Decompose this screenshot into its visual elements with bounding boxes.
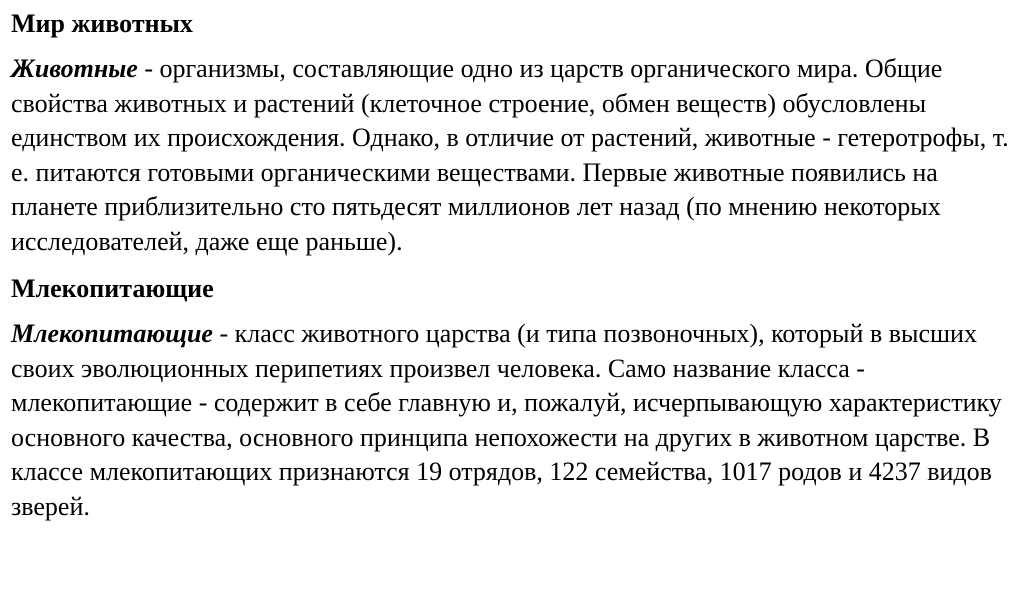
paragraph-text: - организмы, составляющие одно из царств органического мира. Общие свойства животных и растений (клеточное строение, обмен веществ) обусловлены единством их происхождения. Однако, в отличие от растений, животные - гетеротрофы, т. е. питаются готовыми органическими веществами. Первые животные появились на планете приблизительно сто пятьдесят миллионов лет назад (по мнению некоторых исследователей, даже еще раньше). bbox=[11, 54, 1009, 256]
section-animal-world bbox=[11, 8, 1014, 259]
section-mammals bbox=[11, 273, 1014, 524]
term-highlight: Животные bbox=[11, 54, 138, 83]
term-highlight: Млекопитающие bbox=[11, 319, 213, 348]
paragraph-text: - класс животного царства (и типа позвоночных), который в высших своих эволюционных перипетиях произвел человека. Само название класса - млекопитающие - содержит в себе главную и, пожалуй, исчерпывающую характеристику основного качества, основного принципа непохожести на других в животном царстве. В классе млекопитающих признаются 19 отрядов, 122 семейства, 1017 родов и 4237 видов зверей. bbox=[11, 319, 1002, 521]
section-paragraph bbox=[11, 52, 1014, 259]
section-heading: Млекопитающие bbox=[11, 274, 214, 303]
section-heading: Мир животных bbox=[11, 9, 193, 38]
section-paragraph bbox=[11, 317, 1014, 524]
